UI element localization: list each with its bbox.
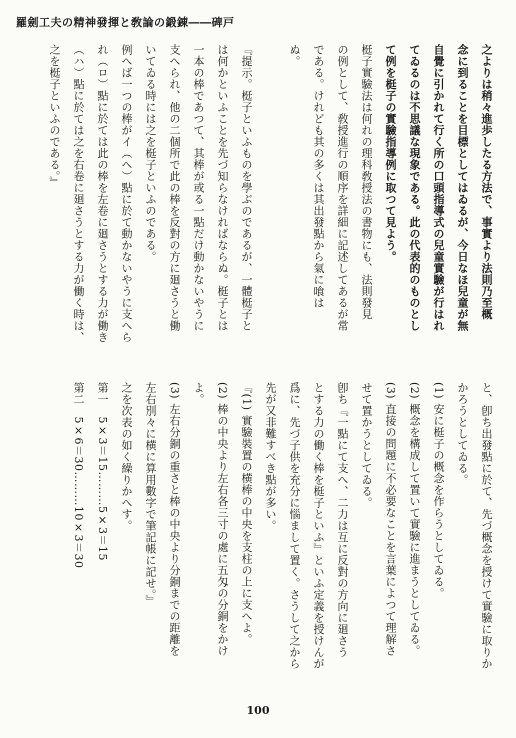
text-column: 左右別々に横に算用數字で筆記帳に記せ。』 [144, 382, 157, 607]
text-column: (2) 棒の中央より左右各三寸の處に五匁の分銅をかけ [216, 382, 229, 657]
running-header: 羅劍工夫の精神發揮と敎論の鍛錬――碑戸 [16, 16, 235, 29]
text-column: 之を次表の如く繰りかへす。 [120, 382, 133, 532]
text-column: れ（ロ）點に於ては此の棒を左卷に廻さうとする力が働き [96, 44, 109, 343]
text-column: せて置かうとしてゐる。 [360, 382, 373, 509]
text-column: 一本の棒であつて、其棒が或る一點だけ動かないやうに [192, 44, 205, 332]
text-column: 先が又非難すべき點が多い。 [264, 382, 277, 532]
text-column: 『提示。梃子といふものを學ぶのであるが、一體梃子と [240, 44, 253, 332]
text-column: (3) 左右分銅の重さと棒の中央より分銅までの距離を [168, 382, 181, 657]
text-column: いてゐる時には之を梃子といふのである。 [144, 44, 157, 263]
text-column: 之よりは稍々進歩したる方法で、事實より法則乃至概 [480, 44, 493, 320]
text-column: よ。 [192, 382, 205, 405]
text-column: 念に到ることを目標としてはゐるが、今日なほ兒童が無 [456, 44, 469, 332]
text-column: 之を梃子といふのである。』 [48, 44, 61, 188]
text-column: ぬ。 [288, 44, 301, 67]
text-column: である。けれども其の多くは其出發點から氣に喰は [312, 44, 325, 309]
text-column: かろうとしてゐる。 [456, 382, 469, 486]
text-column: とする力の働く棒を梃子といふ』といふ定義を授けんが [312, 382, 325, 670]
text-column: 梃子實驗法は何れの理科敎授法の書物にも、法則發見 [360, 44, 373, 320]
page-number: 100 [246, 704, 270, 717]
text-column: 卽ち『一點にて支へ、二力は互に反對の方向に廻さう [336, 382, 349, 658]
text-column: （ハ）點に於ては之を右卷に廻さうとする力が働く時は、 [72, 44, 85, 343]
text-column: て例を梃子の實驗指導例に取つて見よう。 [384, 44, 397, 263]
text-column: てゐるのは不思議な現象である。此の代表的のものとし [408, 44, 421, 332]
text-column: 第一 5×3＝15………5×3＝15 [96, 382, 109, 561]
text-column: の例として、敎授進行の順序を詳細に記述してあるが常 [336, 44, 349, 332]
text-column: 自覺に引かれて行く所の口頭指導式の兒童實驗が行はれ [432, 44, 445, 332]
text-column: (3) 直接の問題に不必要なことを言葉によつて理解さ [384, 382, 397, 657]
text-column: 『(1) 實驗裝置の横棒の中央を支柱の上に支へよ。 [240, 382, 253, 645]
text-column: (1) 安に梃子の概念を作らうとしてゐる。 [432, 382, 445, 599]
text-column: 例へば一つの棒がイ（ヘ）點に於て動かないやうに支へら [120, 44, 133, 343]
text-column: 第二 5×6＝30………10×3＝30 [72, 382, 85, 569]
text-column: 爲に、先づ子供を充分に惱まして置く。さうして之から [288, 382, 301, 670]
text-column: は何かといふことを先づ知らなければならぬ。梃子とは [216, 44, 229, 332]
text-column: (2) 概念を構成して置いて實驗に進まうとしてゐる。 [408, 382, 421, 657]
text-column: 支へられ、他の二個所で此の棒を反對の方に廻さうと働 [168, 44, 181, 332]
text-column: と、卽ち出發點に於て、先づ概念を授けて實驗に取りか [480, 382, 493, 670]
